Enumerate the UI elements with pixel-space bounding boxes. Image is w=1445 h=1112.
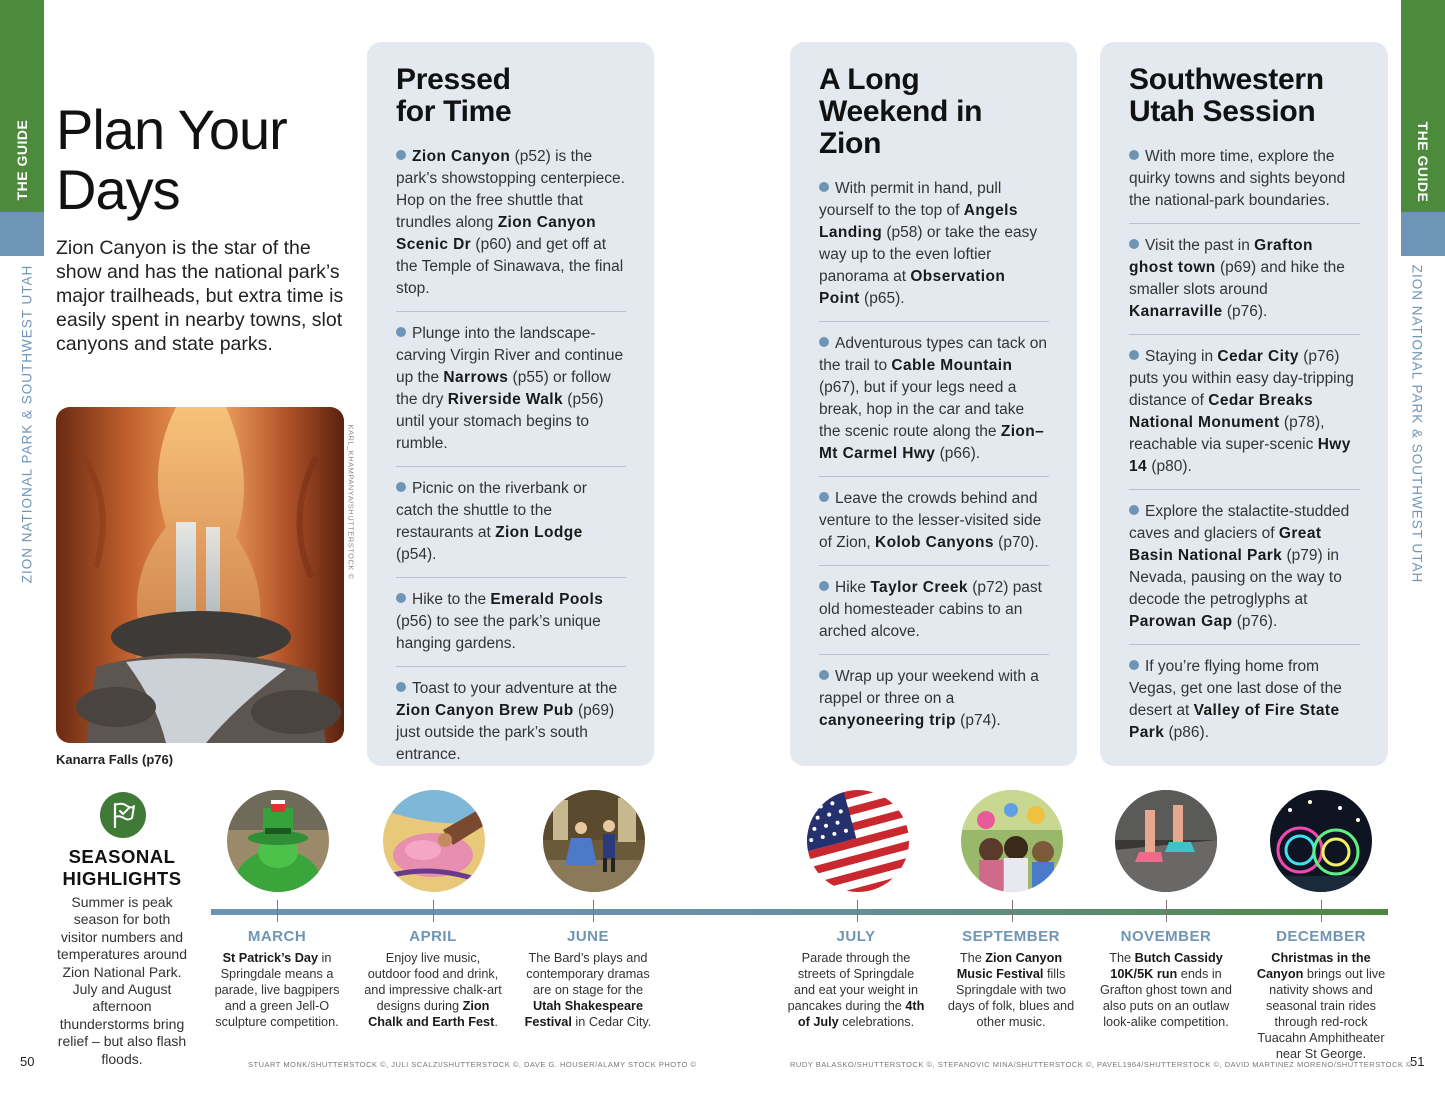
bullet-dot xyxy=(1129,505,1139,515)
bullet-dot xyxy=(1129,150,1139,160)
seasonal-text: Summer is peak season for both visitor numbers and temperatures around Zion National Park. July and August afternoon thunderstorms bring relief – but also flash floods. xyxy=(57,894,187,1067)
card-title xyxy=(396,64,626,128)
april-photo xyxy=(383,790,485,892)
card-item: With more time, explore the quirky towns and sights beyond the national-park boundaries. xyxy=(1129,146,1360,224)
card-title-line2: Weekend in Zion xyxy=(819,95,983,160)
month-september-desc: The Zion Canyon Music Festival fills Springdale with two days of folk, blues and other music. xyxy=(947,951,1075,1029)
seasonal-title xyxy=(52,846,192,890)
month-november: NOVEMBER xyxy=(1120,928,1212,945)
bullet-dot xyxy=(819,182,829,192)
seasonal-title-line2: HIGHLIGHTS xyxy=(62,868,182,889)
july-photo xyxy=(807,790,909,892)
card-item: Staying in Cedar City (p76) puts you within easy day-tripping distance of Cedar Breaks National Monument (p78), reachable via super-scenic Hwy 14 (p80). xyxy=(1129,346,1360,490)
left-tab-blue xyxy=(0,212,44,256)
right-tab-label: THE GUIDE xyxy=(1415,121,1431,203)
december-photo xyxy=(1270,790,1372,892)
card-item: With permit in hand, pull yourself to the top of Angels Landing (p58) or take the easy way up to the even loftier panorama at Observation Point (p65). xyxy=(819,178,1049,322)
bullet-dot xyxy=(819,337,829,347)
photo-credits-left: STUART MONK/SHUTTERSTOCK ©, JULI SCALZI/SHUTTERSTOCK ©, DAVE G. HOUSER/ALAMY STOCK PHOTO © xyxy=(248,1060,697,1069)
timeline-tick xyxy=(277,900,278,922)
bullet-dot xyxy=(819,581,829,591)
card-item: Picnic on the riverbank or catch the shuttle to the restaurants at Zion Lodge (p54). xyxy=(396,478,626,578)
page-title-line2: Days xyxy=(56,158,180,221)
bullet-dot xyxy=(1129,239,1139,249)
card-title-line2: Utah Session xyxy=(1129,95,1316,128)
bullet-dot xyxy=(396,682,406,692)
month-september: SEPTEMBER xyxy=(962,928,1060,945)
month-december: DECEMBER xyxy=(1276,928,1366,945)
month-june-desc: The Bard’s plays and contemporary dramas are on stage for the Utah Shakespeare Festival in Cedar City. xyxy=(524,951,652,1029)
bullet-dot xyxy=(1129,350,1139,360)
timeline-tick xyxy=(1321,900,1322,922)
month-march: MARCH xyxy=(247,928,307,945)
month-december-desc: Christmas in the Canyon brings out live nativity shows and seasonal train rides through red-rock Tuacahn Amphitheater near St George. xyxy=(1256,951,1386,1061)
card-item: Visit the past in Grafton ghost town (p69) and hike the smaller slots around Kanarraville (p76). xyxy=(1129,235,1360,335)
september-photo xyxy=(961,790,1063,892)
card-item: Explore the stalactite-studded caves and glaciers of Great Basin National Park (p79) in Nevada, pausing on the way to decode the petroglyphs at Parowan Gap (p76). xyxy=(1129,501,1360,645)
month-april-desc: Enjoy live music, outdoor food and drink, and impressive chalk-art designs during Zion Chalk and Earth Fest. xyxy=(364,951,502,1029)
card-title-line1: Southwestern xyxy=(1129,63,1324,96)
bullet-dot xyxy=(819,670,829,680)
bullet-dot xyxy=(396,482,406,492)
running-head-left: ZION NATIONAL PARK & SOUTHWEST UTAH xyxy=(19,264,35,584)
timeline-tick xyxy=(593,900,594,922)
seasonal-title-line1: SEASONAL xyxy=(68,846,176,867)
november-photo xyxy=(1115,790,1217,892)
timeline-tick xyxy=(1012,900,1013,922)
month-july-desc: Parade through the streets of Springdale and eat your weight in pancakes during the 4th of July celebrations. xyxy=(787,951,925,1029)
right-tab-blue xyxy=(1401,212,1445,256)
photo-credit: KARL_KHAMPANYA/SHUTTERSTOCK © xyxy=(346,424,356,580)
card-title xyxy=(819,64,1049,160)
page-number-right: 51 xyxy=(1410,1054,1425,1069)
card-southwestern-utah xyxy=(1100,42,1388,766)
card-pressed-for-time xyxy=(367,42,654,766)
bullet-dot xyxy=(1129,660,1139,670)
right-tab-label-wrap xyxy=(1401,0,1445,212)
card-title-line1: A Long xyxy=(819,63,920,96)
card-long-weekend xyxy=(790,42,1077,766)
left-tab-label: THE GUIDE xyxy=(14,119,30,201)
card-item: Toast to your adventure at the Zion Canyon Brew Pub (p69) just outside the park’s south entrance. xyxy=(396,680,618,763)
left-tab-label-wrap xyxy=(0,0,44,212)
bullet-dot xyxy=(819,492,829,502)
timeline-tick xyxy=(857,900,858,922)
card-item: Hike to the Emerald Pools (p56) to see the park’s unique hanging gardens. xyxy=(396,589,626,667)
month-april: APRIL xyxy=(409,928,457,945)
timeline-tick xyxy=(433,900,434,922)
card-title-line2: for Time xyxy=(396,95,512,128)
bullet-dot xyxy=(396,593,406,603)
page-title-line1: Plan Your xyxy=(56,98,287,161)
card-item: Hike Taylor Creek (p72) past old homesteader cabins to an arched alcove. xyxy=(819,577,1049,655)
card-item: Leave the crowds behind and venture to the lesser-visited side of Zion, Kolob Canyons (p70). xyxy=(819,488,1049,566)
photo-credits-right: RUDY BALASKO/SHUTTERSTOCK ©, STEFANOVIC MINA/SHUTTERSTOCK ©, PAVEL1964/SHUTTERSTOCK ©, DAVID MARTINEZ MORENO/SHUTTERSTOCK © xyxy=(790,1060,1413,1069)
card-item: If you’re flying home from Vegas, get one last dose of the desert at Valley of Fire State Park (p86). xyxy=(1129,658,1342,741)
card-title-line1: Pressed xyxy=(396,63,511,96)
card-item: Plunge into the landscape-carving Virgin River and continue up the Narrows (p55) or follow the dry Riverside Walk (p56) until your stomach begins to rumble. xyxy=(396,323,626,467)
page-number-left: 50 xyxy=(20,1054,35,1069)
page-title xyxy=(56,100,287,220)
month-november-desc: The Butch Cassidy 10K/5K run ends in Grafton ghost town and also puts on an outlaw look-alike competition. xyxy=(1100,951,1232,1029)
card-item: Zion Canyon (p52) is the park’s showstopping centerpiece. Hop on the free shuttle that trundles along Zion Canyon Scenic Dr (p60) and get off at the Temple of Sinawava, the final stop. xyxy=(396,146,626,312)
kanarra-falls-photo xyxy=(56,407,344,743)
month-june: JUNE xyxy=(566,928,609,945)
intro-text: Zion Canyon is the star of the show and has the national park’s major trailheads, but extra time is easily spent in nearby towns, slot canyons and state parks. xyxy=(56,237,344,355)
month-july: JULY xyxy=(836,928,876,945)
flag-icon xyxy=(100,792,146,838)
june-photo xyxy=(543,790,645,892)
month-march-desc: St Patrick’s Day in Springdale means a parade, live bagpipers and a green Jell-O sculpture competition. xyxy=(214,951,340,1029)
bullet-dot xyxy=(396,327,406,337)
timeline-bar xyxy=(211,909,1388,915)
photo-caption: Kanarra Falls (p76) xyxy=(56,752,174,767)
march-photo xyxy=(227,790,329,892)
card-item: Wrap up your weekend with a rappel or three on a canyoneering trip (p74). xyxy=(819,668,1039,729)
card-item: Adventurous types can tack on the trail to Cable Mountain (p67), but if your legs need a break, hop in the car and take the scenic route along the Zion–Mt Carmel Hwy (p66). xyxy=(819,333,1049,477)
bullet-dot xyxy=(396,150,406,160)
running-head-right: ZION NATIONAL PARK & SOUTHWEST UTAH xyxy=(1409,264,1425,584)
timeline-tick xyxy=(1166,900,1167,922)
card-title xyxy=(1129,64,1360,128)
